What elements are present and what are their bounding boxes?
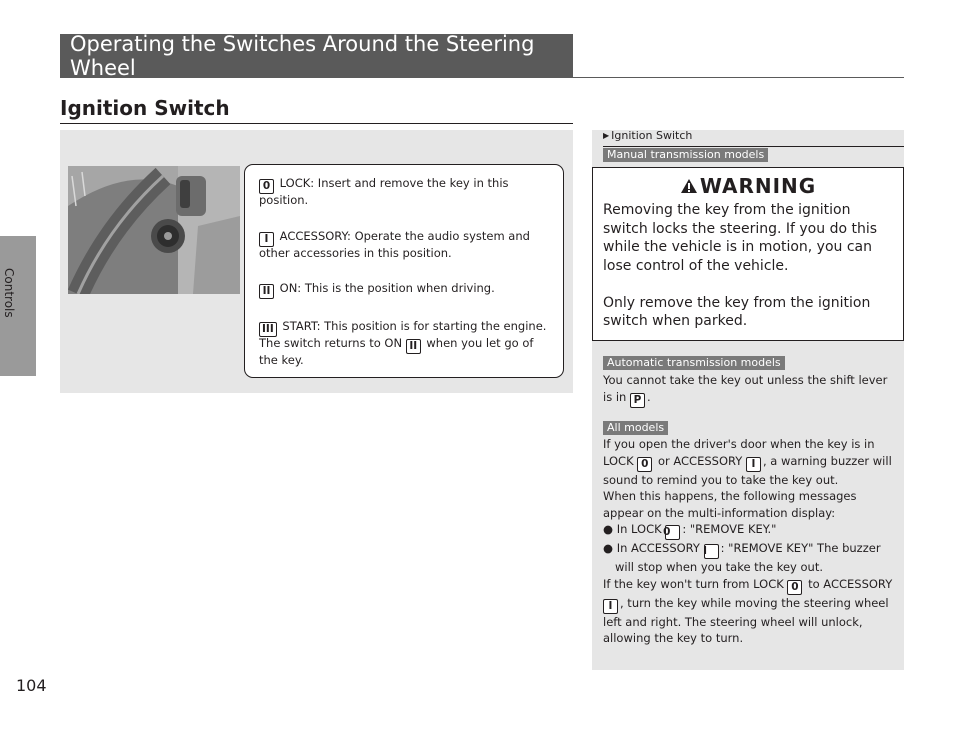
automatic-models-tag: Automatic transmission models xyxy=(603,356,785,370)
page-number: 104 xyxy=(16,676,47,695)
sidebar-title-text: Ignition Switch xyxy=(611,129,693,142)
callout-accessory xyxy=(259,230,549,260)
key-position-1-icon: I xyxy=(746,457,761,472)
section-title: Operating the Switches Around the Steering Wheel xyxy=(70,32,535,80)
callout-on-text: ON: This is the position when driving. xyxy=(279,281,495,295)
page-heading: Ignition Switch xyxy=(60,96,230,120)
key-position-0-icon: 0 xyxy=(637,457,652,472)
park-position-icon: P xyxy=(630,393,645,408)
warning-box xyxy=(592,167,904,341)
key-position-1-icon: I xyxy=(704,544,719,559)
manual-models-tag: Manual transmission models xyxy=(603,148,768,162)
steering-column-photo xyxy=(68,166,240,294)
warning-text: Removing the key from the ignition switch locks the steering. If you do this while the vehicle is in motion, you can lose control of the vehicle. Only remove the key from the ignition switch when parked. xyxy=(603,202,878,329)
final-text: , turn the key while moving the steering wheel left and right. The steering wheel will unlock, allowing the key to turn. xyxy=(603,595,889,645)
bullet-icon: ● xyxy=(603,522,614,536)
callout-start-text-2: when you let go of the key. xyxy=(259,336,534,367)
automatic-text: You cannot take the key out unless the shift lever is in P . xyxy=(603,373,888,406)
key-position-1-icon: I xyxy=(259,232,274,247)
callout-accessory-text: ACCESSORY: Operate the audio system and other accessories in this position. xyxy=(259,229,530,260)
all-text-2: or ACCESSORY xyxy=(657,453,743,468)
key-position-0-icon: 0 xyxy=(259,179,274,194)
all-text-1: If you open the driver's door when the key is in LOCK xyxy=(603,437,875,468)
callout-on xyxy=(259,282,549,299)
callout-lock xyxy=(259,177,549,207)
sidebar-rule xyxy=(603,146,904,147)
chapter-tab-label: Controls xyxy=(2,268,16,318)
callout-start-text: START: This position is for starting the engine. The switch returns to ON xyxy=(259,319,547,350)
automatic-text-body: You cannot take the key out unless the shift lever is in xyxy=(603,373,888,404)
final-mid: to ACCESSORY xyxy=(808,576,893,591)
key-position-2-icon: II xyxy=(259,284,274,299)
all-models-tag: All models xyxy=(603,421,668,435)
key-position-2-icon: II xyxy=(406,339,421,354)
bullet-lock xyxy=(603,521,898,540)
warning-triangle-icon xyxy=(680,178,698,194)
warning-label: WARNING xyxy=(699,174,817,198)
all-text-4: When this happens, the following messages appear on the multi-information display: xyxy=(603,489,857,520)
bullet-accessory-text: : "REMOVE KEY" The buzzer will stop when you take the key out. xyxy=(615,541,881,574)
sidebar-title xyxy=(603,129,692,142)
callout-lock-text: LOCK: Insert and remove the key in this position. xyxy=(259,176,509,207)
callout-start xyxy=(259,320,549,367)
banner-rule xyxy=(573,77,904,78)
bullet-accessory-prefix: In ACCESSORY xyxy=(616,541,700,555)
all-models-text xyxy=(603,436,898,647)
key-position-3-icon: III xyxy=(259,322,277,337)
heading-rule xyxy=(60,123,573,124)
all-text-3: , a warning buzzer will sound to remind you to take the key out. xyxy=(603,453,892,487)
key-position-1-icon: I xyxy=(603,599,618,614)
key-position-0-icon: 0 xyxy=(665,525,680,540)
bullet-lock-text: : "REMOVE KEY." xyxy=(682,522,777,536)
warning-heading xyxy=(593,174,903,198)
final-paragraph xyxy=(603,576,898,647)
key-position-0-icon: 0 xyxy=(787,580,802,595)
reference-mark-icon: ▶ xyxy=(603,131,610,140)
final-prefix: If the key won't turn from LOCK xyxy=(603,576,784,591)
bullet-lock-prefix: In LOCK xyxy=(616,522,662,536)
bullet-icon: ● xyxy=(603,541,614,555)
section-title-banner xyxy=(60,34,573,78)
bullet-accessory xyxy=(603,540,898,576)
